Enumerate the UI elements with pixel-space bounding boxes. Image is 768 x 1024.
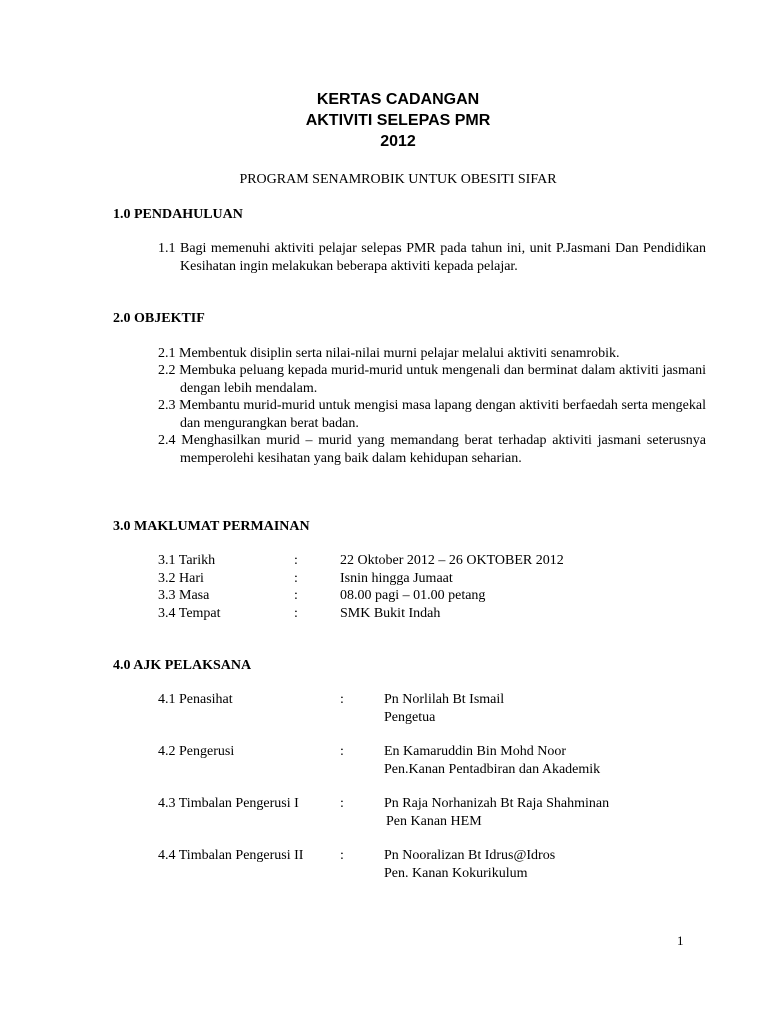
row-separator: : [294, 588, 298, 603]
pendahuluan-item-1: 1.1 Bagi memenuhi aktiviti pelajar selepas PMR pada tahun ini, unit P.Jasmani Dan Pendidikan Kesihatan ingin melakukan beberapa aktiviti kepada pelajar. [158, 241, 706, 274]
row-value: SMK Bukit Indah [340, 606, 441, 621]
program-subtitle: PROGRAM SENAMROBIK UNTUK OBESITI SIFAR [239, 172, 557, 187]
row-label: 3.2 Hari [158, 571, 204, 586]
title-line-1: KERTAS CADANGAN [316, 91, 480, 108]
row-label: 3.4 Tempat [158, 606, 221, 621]
objektif-item-3: 2.3 Membantu murid-murid untuk mengisi masa lapang dengan aktiviti berfaedah serta mengekal dan mengurangkan berat badan. [158, 398, 706, 431]
heading-maklumat: 3.0 MAKLUMAT PERMAINAN [113, 519, 310, 534]
row-label: 4.4 Timbalan Pengerusi II [158, 848, 304, 863]
row-value: 08.00 pagi – 01.00 petang [340, 588, 486, 603]
row-value: 22 Oktober 2012 – 26 OKTOBER 2012 [340, 553, 564, 568]
ajk-name: En Kamaruddin Bin Mohd Noor [384, 744, 566, 759]
row-separator: : [294, 553, 298, 568]
title-line-3: 2012 [380, 133, 416, 150]
title-line-2: AKTIVITI SELEPAS PMR [305, 112, 491, 129]
objektif-item-4: 2.4 Menghasilkan murid – murid yang memandang berat terhadap aktiviti jasmani seterusnya memperolehi kesihatan yang baik dalam kehidupan seharian. [158, 433, 706, 466]
row-separator: : [340, 796, 344, 811]
ajk-role: Pen. Kanan Kokurikulum [384, 865, 528, 881]
ajk-name: Pn Norlilah Bt Ismail [384, 692, 505, 707]
ajk-name: Pn Nooralizan Bt Idrus@Idros [384, 848, 556, 863]
row-label: 4.3 Timbalan Pengerusi I [158, 796, 299, 811]
objektif-item-1: 2.1 Membentuk disiplin serta nilai-nilai murni pelajar melalui aktiviti senamrobik. [158, 346, 620, 361]
ajk-role: Pen Kanan HEM [386, 813, 482, 829]
heading-objektif: 2.0 OBJEKTIF [113, 311, 205, 326]
row-separator: : [294, 606, 298, 621]
row-label: 4.2 Pengerusi [158, 744, 235, 759]
row-separator: : [340, 692, 344, 707]
page-number: 1 [677, 933, 684, 948]
row-label: 3.1 Tarikh [158, 553, 216, 568]
row-separator: : [340, 848, 344, 863]
objektif-item-2: 2.2 Membuka peluang kepada murid-murid untuk mengenali dan berminat dalam aktiviti jasmani dengan lebih mendalam. [158, 363, 706, 396]
ajk-role: Pengetua [384, 709, 436, 725]
row-value: Isnin hingga Jumaat [340, 571, 453, 586]
row-label: 3.3 Masa [158, 588, 210, 603]
ajk-role: Pen.Kanan Pentadbiran dan Akademik [384, 761, 601, 777]
row-label: 4.1 Penasihat [158, 692, 233, 707]
row-separator: : [340, 744, 344, 759]
row-separator: : [294, 571, 298, 586]
heading-ajk: 4.0 AJK PELAKSANA [113, 658, 252, 673]
heading-pendahuluan: 1.0 PENDAHULUAN [113, 207, 243, 222]
ajk-name: Pn Raja Norhanizah Bt Raja Shahminan [384, 796, 610, 811]
